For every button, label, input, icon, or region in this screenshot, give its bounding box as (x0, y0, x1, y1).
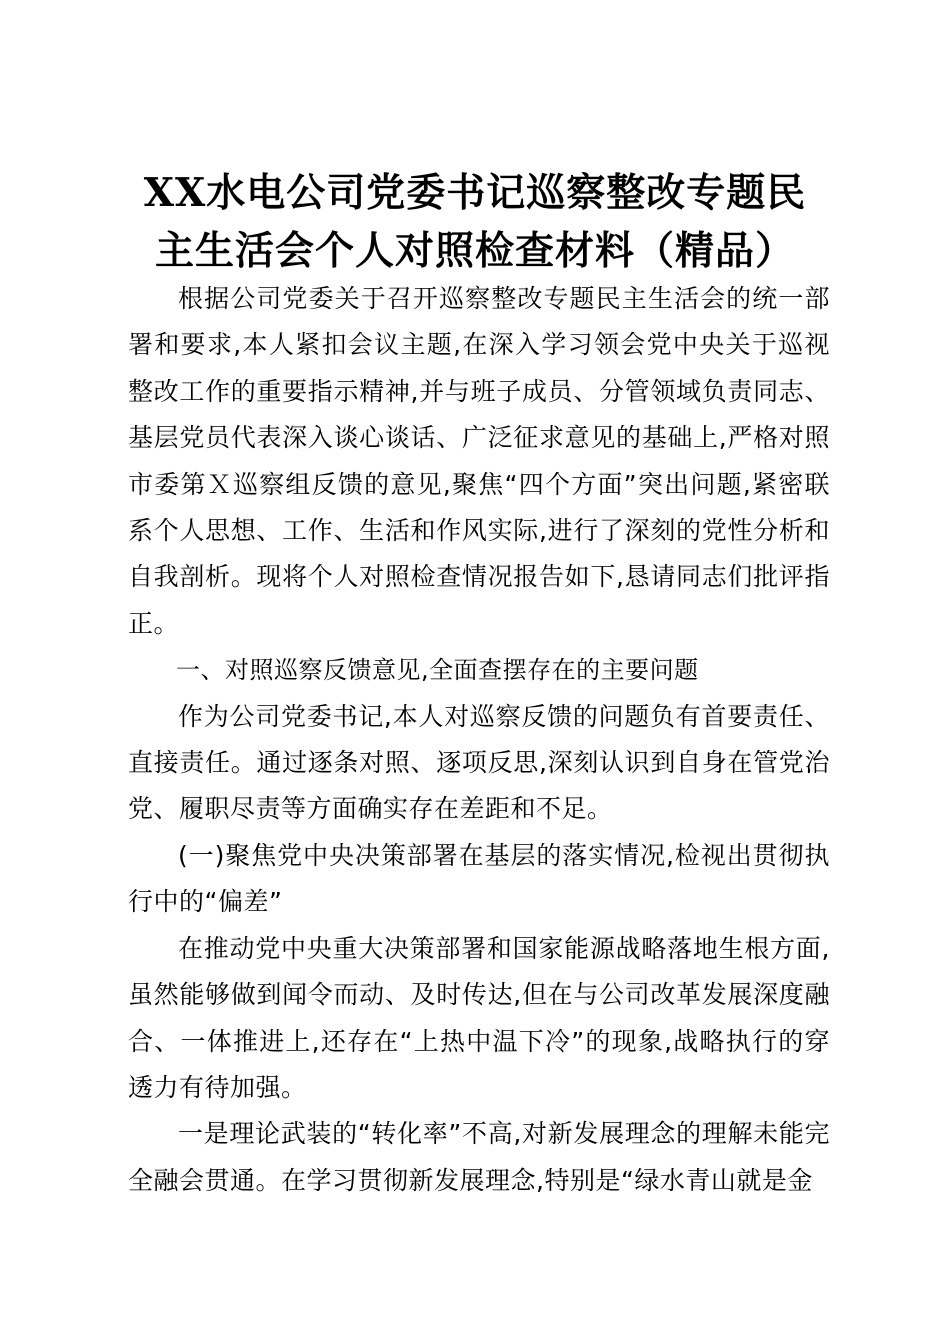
paragraph: 作为公司党委书记,本人对巡察反馈的问题负有首要责任、直接责任。通过逐条对照、逐项反思,深刻认识到自身在管党治党、履职尽责等方面确实存在差距和不足。 (128, 701, 830, 824)
intro-paragraph: 根据公司党委关于召开巡察整改专题民主生活会的统一部署和要求,本人紧扣会议主题,在深入学习领会党中央关于巡视整改工作的重要指示精神,并与班子成员、分管领域负责同志、基层党员代表深入谈心谈话、广泛征求意见的基础上,严格对照市委第Ｘ巡察组反馈的意见,聚焦“四个方面”突出问题,紧密联系个人思想、工作、生活和作风实际,进行了深刻的党性分析和自我剖析。现将个人对照检查情况报告如下,恳请同志们批评指正。 (128, 284, 830, 638)
subsection-heading-1: (一)聚焦党中央决策部署在基层的落实情况,检视出贯彻执行中的“偏差” (128, 840, 830, 917)
title-line-1: XX水电公司党委书记巡察整改专题民 (143, 170, 807, 216)
document-title (100, 164, 850, 280)
paragraph: 一是理论武装的“转化率”不高,对新发展理念的理解未能完全融会贯通。在学习贯彻新发展理念,特别是“绿水青山就是金 (128, 1119, 830, 1195)
title-line-2: 主生活会个人对照检查材料（精品） (154, 228, 795, 274)
section-heading-1: 一、对照巡察反馈意见,全面查摆存在的主要问题 (176, 656, 699, 685)
document-body (128, 276, 830, 1204)
paragraph: 在推动党中央重大决策部署和国家能源战略落地生根方面,虽然能够做到闻令而动、及时传达,但在与公司改革发展深度融合、一体推进上,还存在“上热中温下冷”的现象,战略执行的穿透力有待加强。 (128, 933, 830, 1102)
